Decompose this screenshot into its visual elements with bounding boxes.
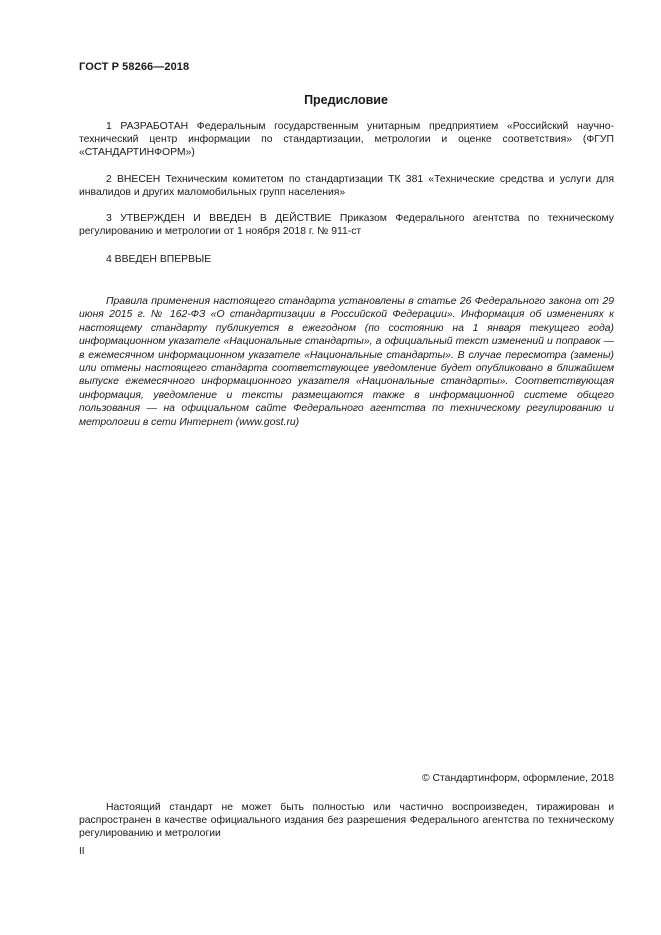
copyright-line: © Стандартинформ, оформление, 2018 bbox=[421, 773, 614, 784]
reproduction-notice: Настоящий стандарт не может быть полностью или частично воспроизведен, тиражирован и распространен в качестве официального издания без разрешения Федерального агентства по техническому регулированию и метрологии bbox=[79, 802, 614, 840]
foreword-title: Предисловие bbox=[304, 93, 388, 107]
foreword-item-first-introduced: 4 ВВЕДЕН ВПЕРВЫЕ bbox=[106, 254, 212, 265]
foreword-item-introduced: 2 ВНЕСЕН Техническим комитетом по стандартизации ТК 381 «Технические средства и услуги для инвалидов и других маломобильных групп населения» bbox=[79, 174, 614, 199]
document-code: ГОСТ Р 58266—2018 bbox=[79, 61, 190, 73]
page-number: II bbox=[79, 846, 85, 857]
foreword-item-developed: 1 РАЗРАБОТАН Федеральным государственным унитарным предприятием «Российский научно-технический центр информации по стандартизации, метрологии и оценке соответствия» (ФГУП «СТАНДАРТИНФОРМ») bbox=[79, 121, 614, 159]
foreword-item-approved: 3 УТВЕРЖДЕН И ВВЕДЕН В ДЕЙСТВИЕ Приказом Федерального агентства по техническому регулированию и метрологии от 1 ноября 2018 г. № 911-ст bbox=[79, 213, 614, 238]
application-rules-notice: Правила применения настоящего стандарта установлены в статье 26 Федерального закона от 29 июня 2015 г. № 162-ФЗ «О стандартизации в Российской Федерации». Информация об изменениях к настоящему стандарту публикуется в ежегодном (по состоянию на 1 января текущего года) информационном указателе «Национальные стандарты», а официальный текст изменений и поправок — в ежемесячном информационном указателе «Национальные стандарты». В случае пересмотра (замены) или отмены настоящего стандарта соответствующее уведомление будет опубликовано в ближайшем выпуске ежемесячного информационного указателя «Национальные стандарты». Соответствующая информация, уведомление и тексты размещаются также в информационной системе общего пользования — на официальном сайте Федерального агентства по техническому регулированию и метрологии в сети Интернет (www.gost.ru) bbox=[79, 296, 614, 428]
